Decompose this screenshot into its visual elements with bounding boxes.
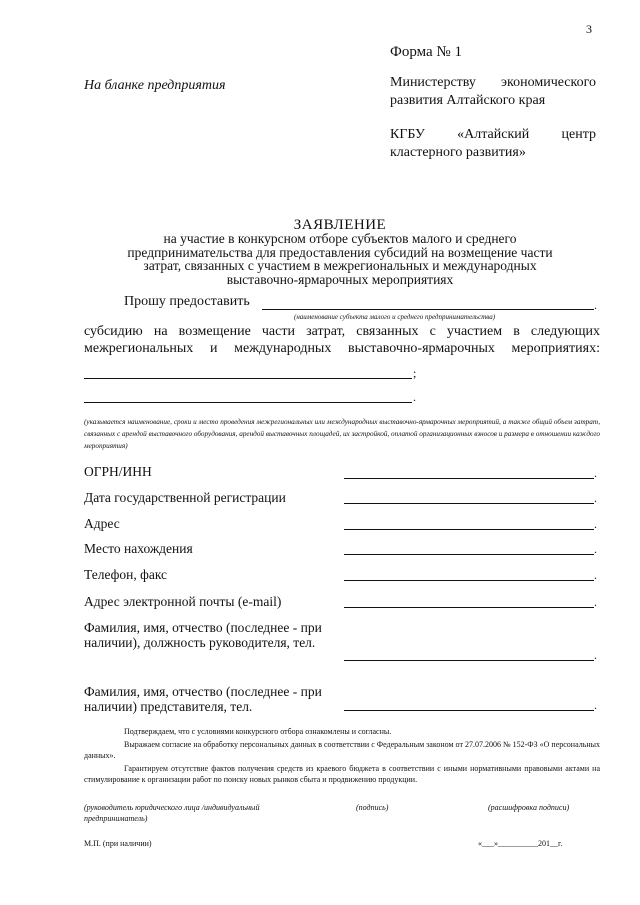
subtitle-line: выставочно-ярмарочных мероприятиях [226, 271, 454, 287]
request-end-dot: . [594, 298, 597, 312]
page-number: 3 [586, 22, 592, 36]
confirmation-conditions: Подтверждаем, что с условиями конкурсного отбора ознакомлены и согласны. [124, 727, 392, 736]
confirmation-personal-data: Выражаем согласие на обработку персональных данных в соответствии с Федеральным законом от 27.07.2006 № 152-ФЗ «О персональных данных». [84, 740, 600, 760]
field-location-line[interactable] [344, 554, 594, 555]
field-registration-date-label: Дата государственной регистрации [84, 490, 286, 505]
document-subtitle [80, 232, 600, 286]
field-end-dot: . [594, 466, 597, 480]
request-hint: (наименование субъекта малого и среднего предпринимательства) [294, 313, 496, 321]
stamp-label: М.П. (при наличии) [84, 839, 152, 848]
subsidy-text: субсидию на возмещение части затрат, связанных с участием в следующих межрегиональных и международных выставочно-ярмарочных мероприятиях: [84, 324, 600, 356]
event-line-1-punct: ; [413, 366, 417, 380]
field-end-dot: . [594, 517, 597, 531]
form-number: Форма № 1 [390, 44, 462, 60]
signature-decode-label: (расшифровка подписи) [488, 803, 570, 812]
addressee-ministry-line1: Министерству экономического [390, 75, 596, 90]
request-label: Прошу предоставить [124, 294, 250, 309]
field-end-dot: . [594, 595, 597, 609]
field-end-dot: . [594, 648, 597, 662]
field-representative-line[interactable] [344, 710, 594, 711]
field-email-label: Адрес электронной почты (e-mail) [84, 594, 282, 609]
field-registration-date-line[interactable] [344, 503, 594, 504]
signature-head-label: (руководитель юридического лица /индивидуальный предприниматель) [84, 803, 260, 823]
subtitle-line: на участие в конкурсном отборе субъектов малого и среднего [163, 231, 517, 246]
field-end-dot: . [594, 698, 597, 712]
field-location-label: Место нахождения [84, 541, 193, 556]
addressee-center-line2: кластерного развития» [390, 145, 526, 160]
field-ogrn-inn-label: ОГРН/ИНН [84, 464, 152, 479]
field-ogrn-inn-line[interactable] [344, 478, 594, 479]
field-representative-label: Фамилия, имя, отчество (последнее - при наличии) представителя, тел. [84, 684, 322, 714]
subtitle-line: затрат, связанных с участием в межрегиональных и международных [143, 258, 537, 273]
field-end-dot: . [594, 542, 597, 556]
event-fill-line-1[interactable] [84, 378, 412, 379]
field-email-line[interactable] [344, 607, 594, 608]
subtitle-line: предпринимательства для предоставления субсидий на возмещение части [127, 244, 553, 260]
field-phone-fax-label: Телефон, факс [84, 567, 168, 582]
field-address-label: Адрес [84, 516, 120, 531]
event-fill-line-2[interactable] [84, 402, 412, 403]
document-title: ЗАЯВЛЕНИЕ [293, 217, 387, 233]
request-fill-line[interactable] [262, 309, 594, 310]
field-director-label: Фамилия, имя, отчество (последнее - при наличии), должность руководителя, тел. [84, 620, 322, 650]
field-phone-fax-line[interactable] [344, 580, 594, 581]
event-line-2-punct: . [413, 390, 416, 404]
field-end-dot: . [594, 568, 597, 582]
letterhead-note: На бланке предприятия [84, 78, 226, 93]
date-line[interactable]: «___»__________201__г. [478, 839, 563, 848]
field-address-line[interactable] [344, 529, 594, 530]
events-note: (указывается наименование, сроки и место проведения межрегиональных или международных выставочно-ярмарочных мероприятий, а также общий объем затрат, связанных с арендой выставочного оборудования, арендой выставочных площадей, их застройкой, оплатой организационных взносов и размера в отношении каждого мероприятия) [84, 418, 600, 450]
addressee-ministry [390, 74, 596, 110]
addressee-center-line1: КГБУ «Алтайский центр [390, 127, 596, 142]
addressee-ministry-line2: развития Алтайского края [390, 93, 546, 108]
signature-sign-label: (подпись) [356, 803, 389, 812]
confirmation-guarantee: Гарантируем отсутствие фактов получения средств из краевого бюджета в соответствии с иными нормативными правовыми актами на стимулирование к организации работ по поиску новых рынков сбыта и продвижению продукции. [84, 764, 600, 784]
addressee-center [390, 126, 596, 162]
field-director-line[interactable] [344, 660, 594, 661]
field-end-dot: . [594, 491, 597, 505]
